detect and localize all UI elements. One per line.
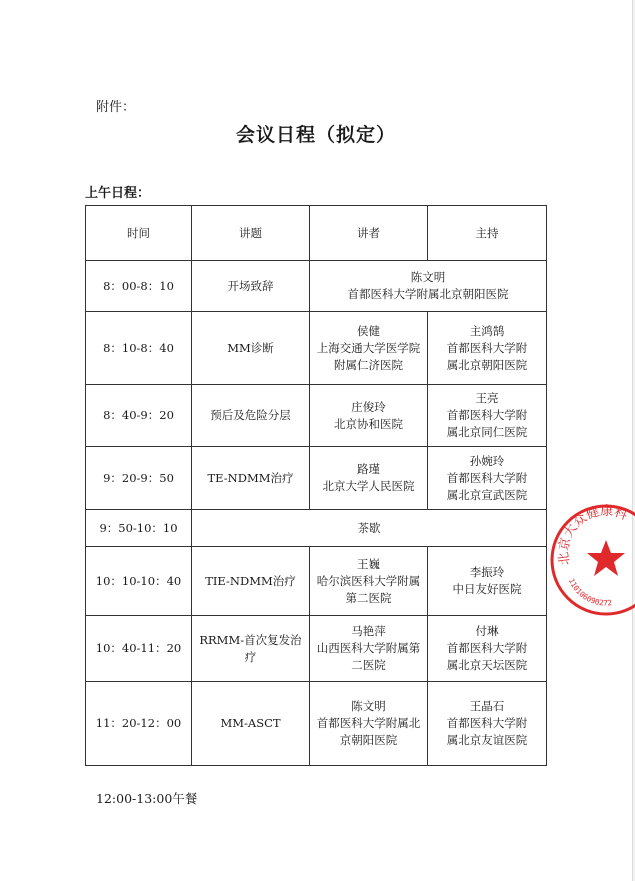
time-cell: 8：10-8：40	[86, 312, 192, 385]
host-cell: 李振玲 中日友好医院	[428, 547, 547, 616]
time-cell: 10：40-11：20	[86, 616, 192, 682]
host-cell: 付琳 首都医科大学附 属北京天坛医院	[428, 616, 547, 682]
topic-cell: 开场致辞	[192, 261, 310, 312]
table-row	[86, 510, 547, 547]
table-header-row	[86, 206, 547, 261]
table-row	[86, 447, 547, 510]
page-title: 会议日程（拟定）	[235, 124, 396, 146]
table-row	[86, 682, 547, 766]
header-host: 主持	[428, 206, 547, 261]
lunch-note: 12:00-13:00午餐	[96, 791, 198, 806]
header-topic: 讲题	[192, 206, 310, 261]
header-speaker: 讲者	[310, 206, 428, 261]
topic-cell: TIE-NDMM治疗	[192, 547, 310, 616]
topic-cell: RRMM-首次复发治 疗	[192, 616, 310, 682]
host-cell: 孙婉玲 首都医科大学附 属北京宣武医院	[428, 447, 547, 510]
table-row	[86, 616, 547, 682]
section-heading: 上午日程：	[85, 186, 151, 201]
official-seal	[546, 500, 635, 620]
time-cell: 9：20-9：50	[86, 447, 192, 510]
topic-cell: 预后及危险分层	[192, 385, 310, 447]
time-cell: 8：40-9：20	[86, 385, 192, 447]
topic-cell: 茶歇	[192, 510, 547, 547]
table-row	[86, 385, 547, 447]
seal-number: 110106090272	[566, 576, 613, 608]
topic-cell: MM诊断	[192, 312, 310, 385]
host-cell: 王晶石 首都医科大学附 属北京友谊医院	[428, 682, 547, 766]
speaker-cell: 陈文明 首都医科大学附属北京朝阳医院	[310, 261, 547, 312]
speaker-cell: 庄俊玲 北京协和医院	[310, 385, 428, 447]
speaker-cell: 马艳萍 山西医科大学附属第 二医院	[310, 616, 428, 682]
seal-star-icon	[587, 540, 625, 576]
attachment-label: 附件：	[96, 100, 136, 115]
speaker-cell: 陈文明 首都医科大学附属北 京朝阳医院	[310, 682, 428, 766]
schedule-table	[85, 205, 547, 766]
topic-cell: MM-ASCT	[192, 682, 310, 766]
seal-text: 北京大众健康科	[556, 503, 630, 566]
table-row	[86, 547, 547, 616]
table-row	[86, 261, 547, 312]
speaker-cell: 侯健 上海交通大学医学院 附属仁济医院	[310, 312, 428, 385]
host-cell: 王亮 首都医科大学附 属北京同仁医院	[428, 385, 547, 447]
time-cell: 8：00-8：10	[86, 261, 192, 312]
speaker-cell: 路瑾 北京大学人民医院	[310, 447, 428, 510]
host-cell: 主鸿鹄 首都医科大学附 属北京朝阳医院	[428, 312, 547, 385]
speaker-cell: 王巍 哈尔滨医科大学附属 第二医院	[310, 547, 428, 616]
table-row	[86, 312, 547, 385]
time-cell: 10：10-10：40	[86, 547, 192, 616]
time-cell: 11：20-12：00	[86, 682, 192, 766]
header-time: 时间	[86, 206, 192, 261]
topic-cell: TE-NDMM治疗	[192, 447, 310, 510]
time-cell: 9：50-10：10	[86, 510, 192, 547]
